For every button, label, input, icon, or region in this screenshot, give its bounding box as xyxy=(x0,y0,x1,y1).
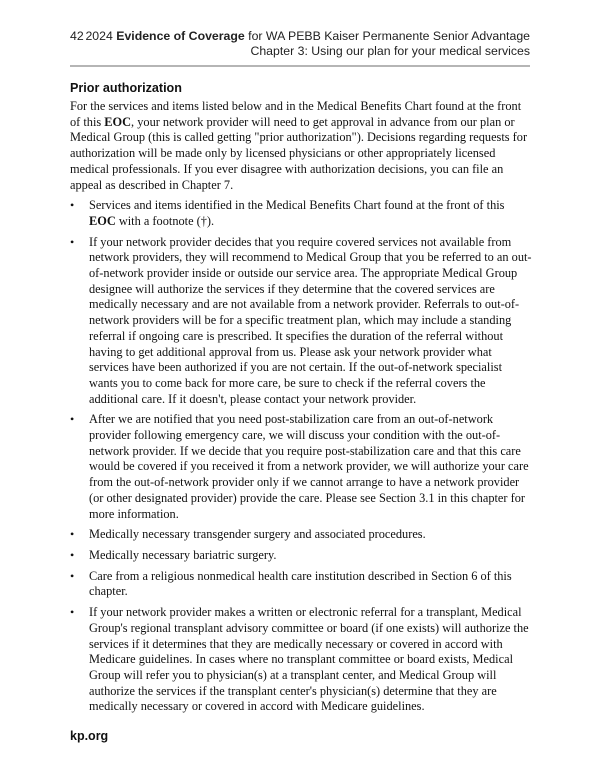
authorization-list xyxy=(70,198,532,715)
page-number: 42 xyxy=(70,29,84,43)
list-item xyxy=(70,235,532,408)
intro-paragraph xyxy=(70,99,532,193)
list-item-text: After we are notified that you need post-stabilization care from an out-of-network provider following emergency care, we will discuss your condition with the out-of-network provider. If we decide that you require post-stabilization care and that this care would be covered if you received it from a network provider, we will authorize your care from the out-of-network provider only if we cannot arrange to have a network provider (or other designated provider) provide the care. Please see Section 3.1 in this chapter for more information. xyxy=(89,412,529,521)
list-item xyxy=(70,527,532,543)
bullet-icon: • xyxy=(70,234,75,249)
list-item-text: Care from a religious nonmedical health care institution described in Section 6 of this chapter. xyxy=(89,568,512,599)
document-title xyxy=(70,29,530,44)
intro-text-1: For the services and items listed below and in the Medical Benefits Chart found at the front of this xyxy=(70,99,522,129)
list-item-text: If your network provider makes a written or electronic referral for a transplant, Medical Group's regional transplant advisory committee or board (if one exists) will authorize the services if it determines that they are medically necessary or covered in accord with Medicare guidelines. In cases where no transplant committee or board exists, Medical Group will refer you to physician(s) at a transplant center, and Medical Group will authorize the services if the transplant center's physician(s) determine that they are medically necessary or covered in accord with Medicare guidelines. xyxy=(89,605,529,714)
list-item xyxy=(70,548,532,564)
bullet-icon: • xyxy=(70,605,75,620)
list-item-text: Medically necessary bariatric surgery. xyxy=(89,547,277,562)
list-item xyxy=(70,569,532,600)
section-heading: Prior authorization xyxy=(70,81,182,95)
page-content xyxy=(70,80,532,720)
list-item-text: Services and items identified in the Medical Benefits Chart found at the front of this xyxy=(89,198,505,213)
title-prefix: 2024 xyxy=(85,29,117,43)
list-item xyxy=(70,412,532,522)
bullet-icon: • xyxy=(70,547,75,562)
bullet-icon: • xyxy=(70,198,75,213)
title-bold: Evidence of Coverage xyxy=(116,29,245,43)
list-item-text: If your network provider decides that you require covered services not available from network providers, they will recommend to Medical Group that you be referred to an out-of-network provider inside or outside our service area. The appropriate Medical Group designee will authorize the services if they determine that the covered services are medically necessary and are not available from a network provider. Referrals to out-of-network providers will be for a specific treatment plan, which may include a standing referral if ongoing care is prescribed. It specifies the duration of the referral without having to get additional approval from us. Please ask your network provider what services have been authorized if you are not certain. If the out-of-network specialist wants you to come back for more care, be sure to check if the referral covers the additional care. If it doesn't, please contact your network provider. xyxy=(89,234,532,406)
intro-text-2: , your network provider will need to get approval in advance from our plan or Medical Group (this is called getting "prior authorization"). Decisions regarding requests for authorization will be made only by licensed physicians or other appropriately licensed medical professionals. If you ever disagree with authorization decisions, you can file an appeal as described in Chapter 7. xyxy=(70,114,528,192)
bullet-icon: • xyxy=(70,412,75,427)
bullet-icon: • xyxy=(70,527,75,542)
list-item xyxy=(70,198,532,229)
bullet-icon: • xyxy=(70,568,75,583)
page-header xyxy=(70,29,530,59)
footer-site-link[interactable]: kp.org xyxy=(70,729,109,743)
list-item-text: Medically necessary transgender surgery and associated procedures. xyxy=(89,527,426,542)
intro-bold: EOC xyxy=(104,114,132,129)
list-item-text: with a footnote (†). xyxy=(115,213,215,228)
title-suffix: for WA PEBB Kaiser Permanente Senior Advantage xyxy=(244,29,530,43)
list-item-bold: EOC xyxy=(89,213,116,228)
header-divider xyxy=(70,65,530,67)
chapter-title: Chapter 3: Using our plan for your medical services xyxy=(250,44,530,58)
list-item xyxy=(70,605,532,715)
